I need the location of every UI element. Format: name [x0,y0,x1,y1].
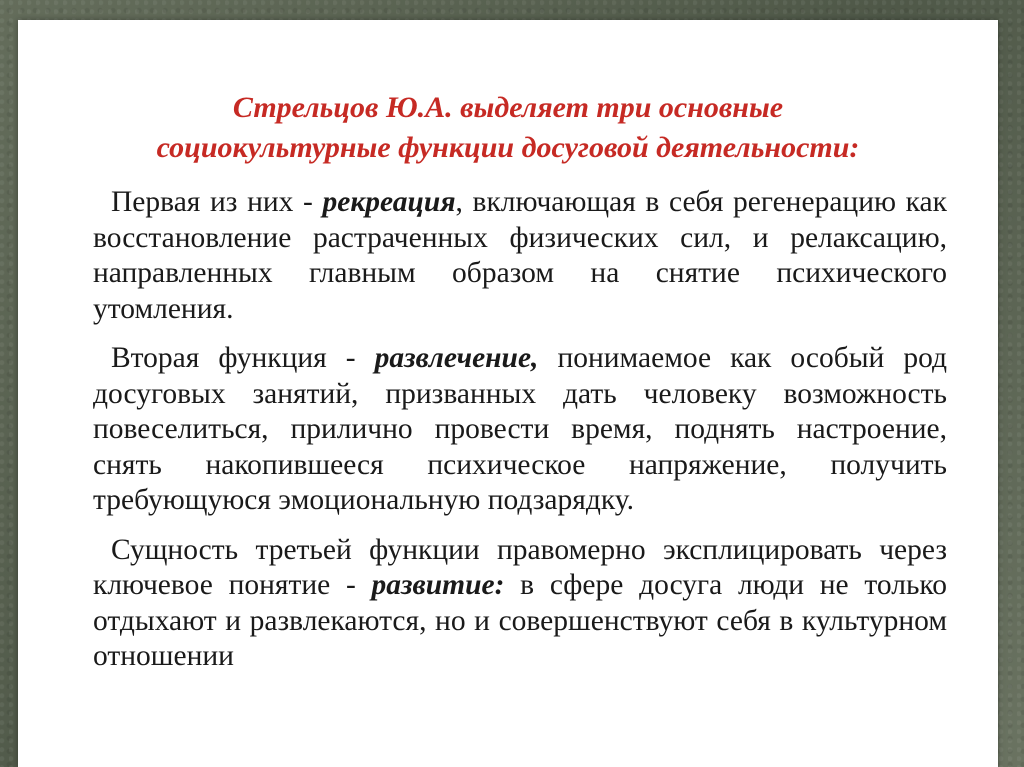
term-recreation: рекреация [322,186,456,218]
slide-title-line-1: Стрельцов Ю.А. выделяет три основные [232,91,784,124]
paragraph-text: понимаемое как особый род досуговых занятий, призванных дать человеку возможность повеселиться, прилично провести время, поднять настроение, снять накопившееся психическое напряжение, получить требующуюся эмоциональную подзарядку. [93,342,947,516]
paragraph-text: , включающая в себя регенерацию как восстановление растраченных физических сил, и релаксацию, направленных главным образом на снятие психического утомления. [93,186,947,325]
term-development: развитие: [371,569,505,601]
paragraph-text: Вторая функция - [111,342,375,374]
paragraph-development [93,533,947,675]
slide-title-line-2: социокультурные функции досуговой деятельности: [156,131,860,164]
paragraph-text: Первая из них - [111,186,323,218]
paragraph-recreation [93,185,947,327]
slide-body [93,185,947,689]
paragraph-entertainment [93,341,947,519]
slide [18,20,998,767]
paragraph-text: в сфере досуга люди не только отдыхают и развлекаются, но и совершенствуют себя в культурном отношении [93,569,947,672]
term-entertainment: развлечение, [374,342,539,374]
paragraph-text: Сущность третьей функции правомерно эксплицировать через ключевое понятие - [93,533,947,601]
slide-title [18,88,998,168]
